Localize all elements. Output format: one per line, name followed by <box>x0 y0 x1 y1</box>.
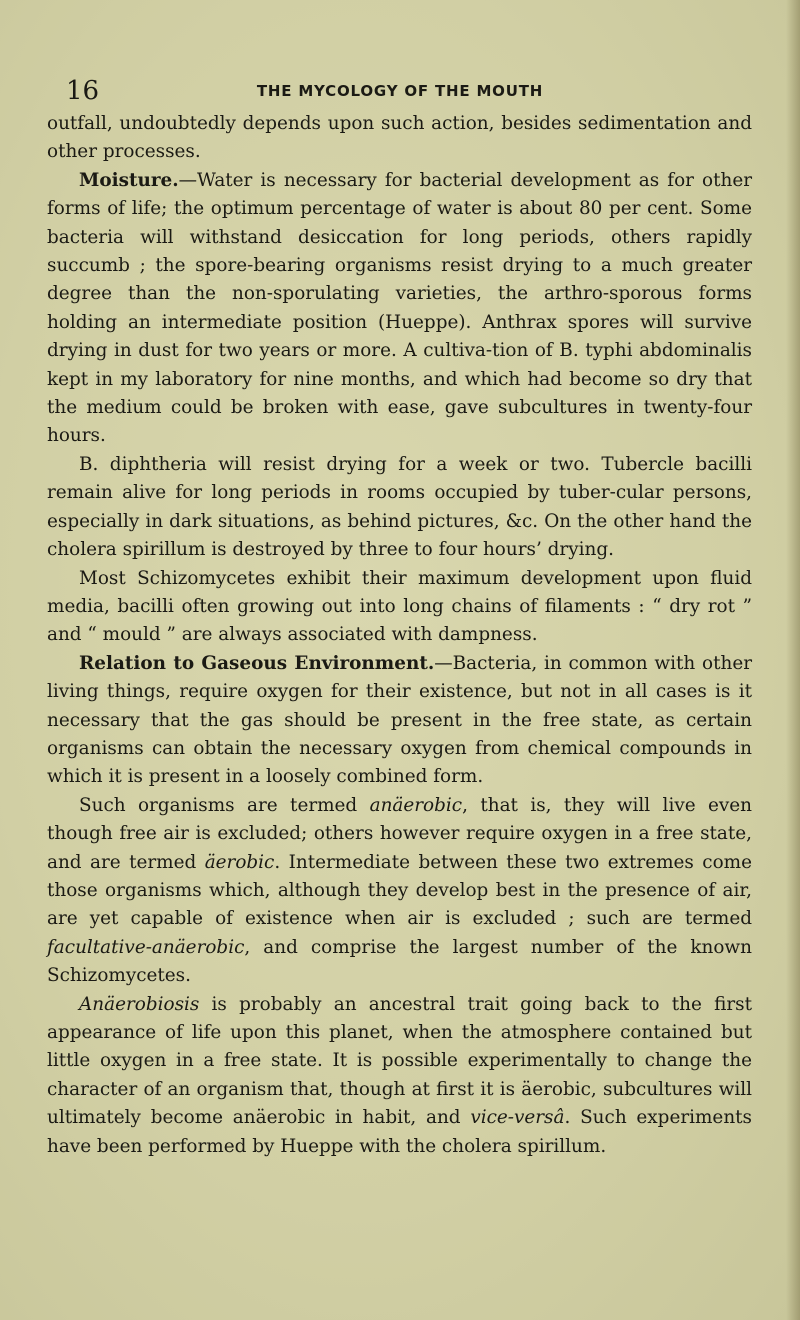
term-aerobic: äerobic <box>204 851 275 873</box>
term-anaerobic: anäerobic <box>369 794 463 816</box>
paragraph-text: Such organisms are termed <box>79 794 370 816</box>
running-head <box>50 75 750 107</box>
paragraph-moisture <box>47 167 752 451</box>
paragraph-text: outfall, undoubtedly depends upon such action, besides sedimentation and other processes. <box>47 113 752 163</box>
body-text <box>47 110 752 1161</box>
paragraph-text: —Bacteria, in common with other living things, require oxygen for their existence, but not in all cases is it necessary that the gas should be present in the free state, as certain organisms can obtain the necessary oxygen from chemical compounds in which it is present in a loosely combined form. <box>47 652 752 788</box>
paragraph-anaerobiosis <box>47 991 752 1161</box>
paragraph-text: —Water is necessary for bacterial development as for other forms of life; the optimum percentage of water is about 80 per cent. Some bacteria will withstand desiccation for long periods, others rapidly succumb ; the spore-bearing organisms resist drying to a much greater degree than the non-sporulating varieties, the arthro-sporous forms holding an intermediate position (Hueppe). Anthrax spores will survive drying in dust for two years or more. A cultiva-tion of B. typhi abdominalis kept in my laboratory for nine months, and which had become so dry that the medium could be broken with ease, gave subcultures in twenty-four hours. <box>47 169 752 447</box>
paragraph-text: . Such experiments have been performed by Hueppe with the cholera spirillum. <box>47 1107 752 1157</box>
paragraph-text: . Intermediate between these two extremes come those organisms which, although they develop best in the presence of air, are yet capable of existence when air is excluded ; such are termed <box>47 851 752 930</box>
paragraph-text: B. diphtheria will resist drying for a week or two. Tubercle bacilli remain alive for long periods in rooms occupied by tuber-cular persons, especially in dark situations, as behind pictures, &c. On the other hand the cholera spirillum is destroyed by three to four hours’ drying. <box>47 453 752 561</box>
paragraph-continuation <box>47 110 752 167</box>
paragraph-anaerobic <box>47 792 752 991</box>
paragraph-schizomycetes <box>47 565 752 650</box>
term-facultative-anaerobic: facultative-anäerobic <box>47 936 245 958</box>
running-title: THE MYCOLOGY OF THE MOUTH <box>256 82 544 100</box>
paragraph-diphtheria <box>47 451 752 565</box>
paragraph-gaseous-environment <box>47 650 752 792</box>
term-anaerobiosis: Anäerobiosis <box>79 993 200 1015</box>
paragraph-text: , and comprise the largest number of the known Schizomycetes. <box>47 936 752 987</box>
paragraph-text: Most Schizomycetes exhibit their maximum development upon fluid media, bacilli often growing out into long chains of filaments : “ dry rot ” and “ mould ” are always associated with dampness. <box>47 567 752 646</box>
page-edge-shadow <box>786 0 800 1320</box>
page-number: 16 <box>66 76 100 106</box>
paragraph-text: is probably an ancestral trait going back to the first appearance of life upon this planet, when the atmosphere contained but little oxygen in a free state. It is possible experimentally to change the character of an organism that, though at first it is äerobic, subcultures will ultimately become anäerobic in habit, and <box>47 993 752 1129</box>
section-heading-moisture: Moisture. <box>79 169 179 191</box>
paragraph-text: , that is, they will live even though free air is excluded; others however require oxygen in a free state, and are termed <box>47 794 752 873</box>
term-vice-versa: vice-versâ <box>470 1107 565 1129</box>
section-heading-gaseous: Relation to Gaseous Environment. <box>79 652 435 674</box>
